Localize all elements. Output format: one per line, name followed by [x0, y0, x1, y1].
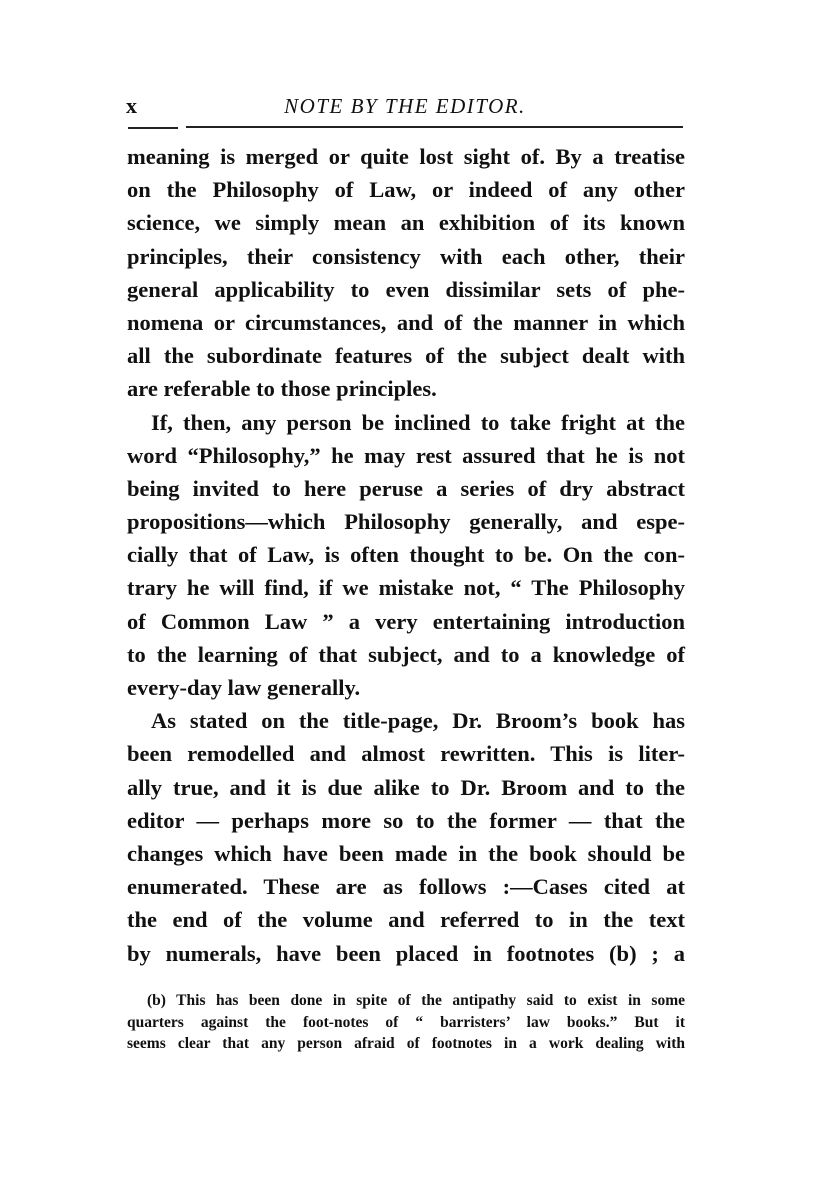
- text-line: nomena or circumstances, and of the manner in which: [127, 309, 685, 335]
- header-rule-left: [128, 127, 178, 129]
- text-line: on the Philosophy of Law, or indeed of any other: [127, 177, 685, 203]
- running-title: NOTE BY THE EDITOR.: [284, 94, 526, 118]
- text-line: If, then, any person be inclined to take fright at the: [151, 409, 685, 435]
- page-header: [126, 90, 684, 122]
- text-line: being invited to here peruse a series of dry abstract: [127, 475, 685, 501]
- text-line: general applicability to even dissimilar sets of phe-: [127, 276, 685, 302]
- header-rule-right: [186, 126, 683, 128]
- text-line: science, we simply mean an exhibition of its known: [127, 210, 685, 236]
- text-line: to the learning of that subject, and to a knowledge of: [127, 641, 685, 667]
- text-line: cially that of Law, is often thought to be. On the con-: [127, 542, 685, 568]
- text-line: meaning is merged or quite lost sight of. By a treatise: [127, 144, 685, 169]
- page-number: x: [126, 93, 137, 118]
- body-text: [127, 140, 685, 970]
- footnote-line: (b) This has been done in spite of the antipathy said to exist in some: [147, 992, 685, 1009]
- footnote-line: quarters against the foot-notes of “ barristers’ law books.” But it: [127, 1013, 685, 1031]
- text-line: editor — perhaps more so to the former — that the: [127, 807, 685, 833]
- text-line: are referable to those principles.: [127, 376, 437, 402]
- text-line: all the subordinate features of the subject dealt with: [127, 343, 685, 369]
- text-line: ally true, and it is due alike to Dr. Broom and to the: [127, 774, 685, 800]
- text-line: the end of the volume and referred to in the text: [127, 907, 685, 933]
- text-line: every-day law generally.: [127, 675, 361, 700]
- text-line: of Common Law ” a very entertaining introduction: [127, 608, 685, 634]
- text-line: changes which have been made in the book should be: [127, 840, 685, 866]
- text-line: been remodelled and almost rewritten. This is liter-: [127, 741, 685, 767]
- footnote-line: seems clear that any person afraid of footnotes in a work dealing with: [127, 1035, 685, 1052]
- text-line: enumerated. These are as follows :—Cases cited at: [127, 874, 685, 900]
- text-line: trary he will find, if we mistake not, “ The Philosophy: [127, 575, 685, 601]
- text-line: by numerals, have been placed in footnotes (b) ; a: [127, 940, 685, 966]
- text-line: principles, their consistency with each other, their: [127, 243, 685, 269]
- footnote: [127, 990, 685, 1055]
- text-line: propositions—which Philosophy generally, and espe-: [127, 509, 685, 535]
- text-line: As stated on the title-page, Dr. Broom’s book has: [151, 708, 685, 734]
- text-line: word “Philosophy,” he may rest assured that he is not: [127, 442, 685, 468]
